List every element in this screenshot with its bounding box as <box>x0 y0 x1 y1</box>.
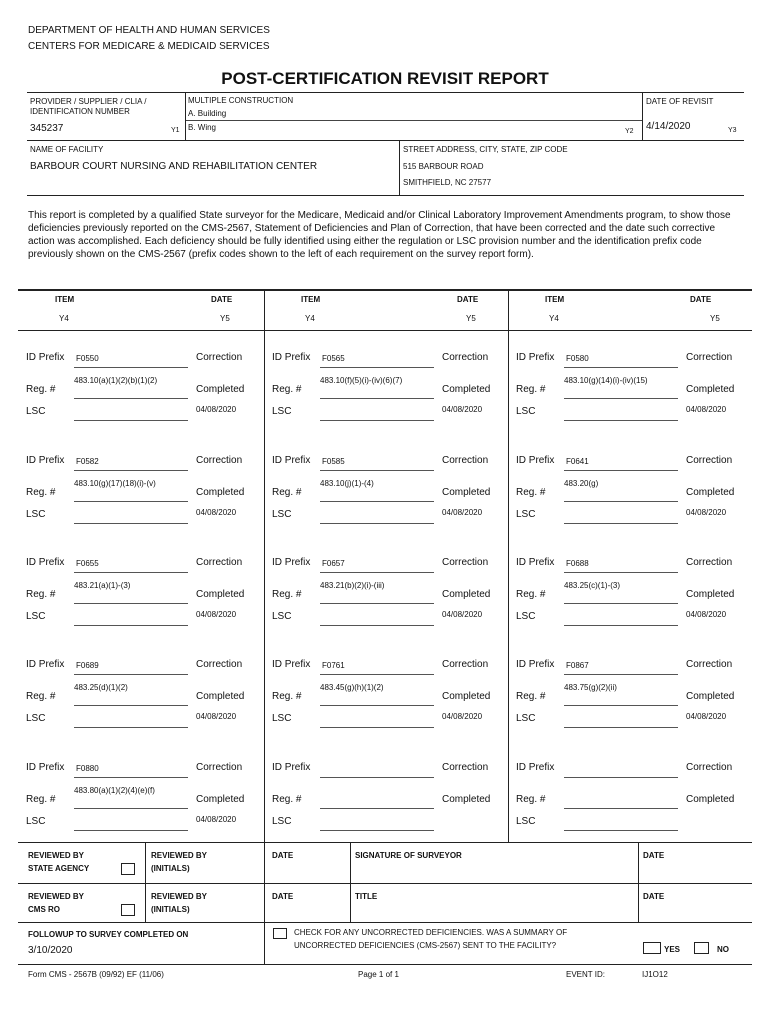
item-cell <box>18 346 262 426</box>
column-y4-code: Y4 <box>305 314 315 323</box>
lsc-line <box>74 523 188 524</box>
lsc-label: LSC <box>272 509 292 520</box>
column-item-header: ITEM <box>55 295 75 304</box>
correction-label: Correction <box>442 557 489 568</box>
form-number: Form CMS - 2567B (09/92) EF (11/06) <box>28 970 164 979</box>
column-y5-code: Y5 <box>466 314 476 323</box>
date-label-4: DATE <box>643 892 665 901</box>
reg-number-line <box>320 501 434 502</box>
reg-number-value[interactable]: 483.10(g)(14)(i)-(iv)(15) <box>564 376 648 385</box>
reg-number-line <box>74 501 188 502</box>
lsc-line <box>564 523 678 524</box>
column-y4-code: Y4 <box>59 314 69 323</box>
id-prefix-line <box>564 777 678 778</box>
lsc-label: LSC <box>516 406 536 417</box>
lsc-line <box>320 830 434 831</box>
page-number: Page 1 of 1 <box>358 970 399 979</box>
item-cell <box>18 653 262 733</box>
reg-number-label: Reg. # <box>26 794 56 805</box>
reg-number-line <box>74 398 188 399</box>
correction-label: Correction <box>196 352 243 363</box>
lsc-label: LSC <box>272 816 292 827</box>
id-prefix-value[interactable]: F0582 <box>76 457 99 466</box>
item-cell <box>508 449 752 529</box>
reg-number-label: Reg. # <box>516 487 546 498</box>
no-label: NO <box>717 945 729 954</box>
id-prefix-line <box>74 470 188 471</box>
reg-number-line <box>320 808 434 809</box>
lsc-line <box>320 727 434 728</box>
completed-date[interactable]: 04/08/2020 <box>442 405 483 414</box>
id-prefix-line <box>564 367 678 368</box>
id-prefix-line <box>564 470 678 471</box>
initials-label: (INITIALS) <box>151 864 190 873</box>
address-street: 515 BARBOUR ROAD <box>403 162 484 171</box>
completed-label: Completed <box>196 589 245 600</box>
date-label-3: DATE <box>272 892 294 901</box>
lsc-label: LSC <box>272 713 292 724</box>
lsc-line <box>320 523 434 524</box>
wing-label: B. Wing <box>188 123 217 132</box>
uncorrected-text-2: UNCORRECTED DEFICIENCIES (CMS-2567) SENT TO THE FACILITY? <box>294 941 557 950</box>
id-prefix-line <box>320 674 434 675</box>
id-prefix-label: ID Prefix <box>26 762 65 773</box>
completed-label: Completed <box>686 589 735 600</box>
id-prefix-line <box>320 367 434 368</box>
id-prefix-value[interactable]: F0657 <box>322 559 345 568</box>
lsc-label: LSC <box>516 713 536 724</box>
reg-number-label: Reg. # <box>26 589 56 600</box>
reviewed-by-label-2: REVIEWED BY <box>28 892 85 901</box>
correction-label: Correction <box>442 352 489 363</box>
reg-number-label: Reg. # <box>516 589 546 600</box>
lsc-label: LSC <box>26 406 46 417</box>
reg-number-value[interactable]: 483.20(g) <box>564 479 599 488</box>
reg-number-label: Reg. # <box>516 384 546 395</box>
completed-date[interactable]: 04/08/2020 <box>686 712 727 721</box>
lsc-label: LSC <box>272 611 292 622</box>
id-prefix-label: ID Prefix <box>26 352 65 363</box>
building-label: A. Building <box>188 109 227 118</box>
completed-date[interactable]: 04/08/2020 <box>196 712 237 721</box>
initials-label-2: (INITIALS) <box>151 905 190 914</box>
reg-number-label: Reg. # <box>272 384 302 395</box>
reg-number-line <box>564 501 678 502</box>
reg-number-value[interactable]: 483.21(b)(2)(i)-(iii) <box>320 581 385 590</box>
department-name: DEPARTMENT OF HEALTH AND HUMAN SERVICES <box>28 25 270 36</box>
correction-label: Correction <box>442 762 489 773</box>
column-y5-code: Y5 <box>710 314 720 323</box>
uncorrected-text-1: CHECK FOR ANY UNCORRECTED DEFICIENCIES. WAS A SUMMARY OF <box>294 928 568 937</box>
reg-number-value[interactable]: 483.10(g)(17)(18)(i)-(v) <box>74 479 156 488</box>
completed-label: Completed <box>196 487 245 498</box>
correction-label: Correction <box>686 557 733 568</box>
uncorrected-checkbox[interactable] <box>273 928 287 939</box>
id-prefix-value[interactable]: F0880 <box>76 764 99 773</box>
column-y5-code: Y5 <box>220 314 230 323</box>
address-label: STREET ADDRESS, CITY, STATE, ZIP CODE <box>403 145 568 154</box>
completed-date[interactable]: 04/08/2020 <box>686 405 727 414</box>
item-cell <box>18 551 262 631</box>
no-checkbox[interactable] <box>694 942 709 954</box>
id-prefix-label: ID Prefix <box>272 659 311 670</box>
agency-name: CENTERS FOR MEDICARE & MEDICAID SERVICES <box>28 41 270 52</box>
id-prefix-value[interactable]: F0655 <box>76 559 99 568</box>
id-prefix-label: ID Prefix <box>516 557 555 568</box>
lsc-line <box>74 625 188 626</box>
lsc-label: LSC <box>272 406 292 417</box>
reg-number-label: Reg. # <box>516 794 546 805</box>
id-prefix-value[interactable]: F0867 <box>566 661 589 670</box>
reg-number-value[interactable]: 483.10(f)(5)(i)-(iv)(6)(7) <box>320 376 403 385</box>
reg-number-line <box>564 705 678 706</box>
column-date-header: DATE <box>457 295 479 304</box>
reg-number-label: Reg. # <box>272 487 302 498</box>
provider-number: 345237 <box>30 123 64 134</box>
reg-number-value[interactable]: 483.25(d)(1)(2) <box>74 683 128 692</box>
id-prefix-value[interactable]: F0689 <box>76 661 99 670</box>
id-prefix-value[interactable]: F0565 <box>322 354 345 363</box>
correction-label: Correction <box>196 557 243 568</box>
completed-date[interactable]: 04/08/2020 <box>442 712 483 721</box>
item-cell <box>264 653 508 733</box>
date-of-revisit-label: DATE OF REVISIT <box>646 97 714 106</box>
reg-number-line <box>564 398 678 399</box>
id-prefix-value[interactable]: F0580 <box>566 354 589 363</box>
lsc-line <box>564 830 678 831</box>
id-prefix-value[interactable]: F0641 <box>566 457 589 466</box>
id-prefix-line <box>564 674 678 675</box>
lsc-line <box>564 625 678 626</box>
facility-name-label: NAME OF FACILITY <box>30 145 104 154</box>
reviewed-by-initials-label-2: REVIEWED BY <box>151 892 208 901</box>
multiple-construction-label: MULTIPLE CONSTRUCTION <box>188 96 294 105</box>
lsc-line <box>74 830 188 831</box>
address-city: SMITHFIELD, NC 27577 <box>403 178 492 187</box>
cms-ro-label: CMS RO <box>28 905 60 914</box>
item-cell <box>264 449 508 529</box>
id-prefix-line <box>74 572 188 573</box>
completed-label: Completed <box>196 384 245 395</box>
completed-date[interactable]: 04/08/2020 <box>196 508 237 517</box>
column-y4-code: Y4 <box>549 314 559 323</box>
reg-number-line <box>74 705 188 706</box>
reg-number-label: Reg. # <box>26 691 56 702</box>
facility-name: BARBOUR COURT NURSING AND REHABILITATION CENTER <box>30 161 318 172</box>
state-agency-checkbox[interactable] <box>121 863 135 875</box>
lsc-label: LSC <box>26 509 46 520</box>
completed-label: Completed <box>686 691 735 702</box>
provider-label: PROVIDER / SUPPLIER / CLIA / <box>30 97 147 106</box>
reg-number-label: Reg. # <box>272 794 302 805</box>
id-prefix-line <box>320 572 434 573</box>
followup-label: FOLLOWUP TO SURVEY COMPLETED ON <box>28 930 189 939</box>
completed-date[interactable]: 04/08/2020 <box>196 405 237 414</box>
id-prefix-value[interactable]: F0585 <box>322 457 345 466</box>
lsc-label: LSC <box>516 509 536 520</box>
completed-date[interactable]: 04/08/2020 <box>196 815 237 824</box>
signature-label: SIGNATURE OF SURVEYOR <box>355 851 462 860</box>
reg-number-line <box>320 398 434 399</box>
completed-label: Completed <box>196 794 245 805</box>
id-prefix-label: ID Prefix <box>516 659 555 670</box>
column-item-header: ITEM <box>545 295 565 304</box>
correction-label: Correction <box>196 659 243 670</box>
correction-label: Correction <box>442 455 489 466</box>
correction-label: Correction <box>686 762 733 773</box>
completed-label: Completed <box>442 691 491 702</box>
date-label-2: DATE <box>643 851 665 860</box>
id-prefix-label: ID Prefix <box>272 557 311 568</box>
lsc-label: LSC <box>26 713 46 724</box>
completed-date[interactable]: 04/08/2020 <box>686 610 727 619</box>
event-id-value: IJ1O12 <box>642 970 668 979</box>
completed-label: Completed <box>442 487 491 498</box>
lsc-line <box>564 420 678 421</box>
followup-date: 3/10/2020 <box>28 945 73 956</box>
reg-number-label: Reg. # <box>26 487 56 498</box>
reg-number-line <box>320 705 434 706</box>
page-title: POST-CERTIFICATION REVISIT REPORT <box>221 69 549 88</box>
reg-number-value[interactable]: 483.25(c)(1)-(3) <box>564 581 621 590</box>
completed-label: Completed <box>442 794 491 805</box>
reviewed-by-label: REVIEWED BY <box>28 851 85 860</box>
reg-number-line <box>564 808 678 809</box>
completed-label: Completed <box>686 487 735 498</box>
lsc-line <box>74 420 188 421</box>
item-cell <box>264 346 508 426</box>
item-cell <box>18 756 262 836</box>
y3-code: Y3 <box>728 127 737 134</box>
state-agency-label: STATE AGENCY <box>28 864 90 873</box>
id-prefix-value[interactable]: F0761 <box>322 661 345 670</box>
column-date-header: DATE <box>211 295 233 304</box>
reg-number-value[interactable]: 483.80(a)(1)(2)(4)(e)(f) <box>74 786 155 795</box>
item-cell <box>264 756 508 836</box>
id-prefix-label: ID Prefix <box>272 762 311 773</box>
reg-number-label: Reg. # <box>516 691 546 702</box>
instructions-paragraph: This report is completed by a qualified State surveyor for the Medicare, Medicaid and/or Clinical Laboratory Improvement Amendments program, to show those deficiencies previously reported on the CMS-2567, Statement of Deficiencies and Plan of Correction, that have been corrected and the date such corrective action was accomplished. Each deficiency should be fully identified using either the regulation or LSC provision number and the identification prefix code previously shown on the CMS-2567 (prefix codes shown to the left of each requirement on the survey report form). <box>28 210 731 260</box>
completed-date[interactable]: 04/08/2020 <box>442 508 483 517</box>
id-prefix-label: ID Prefix <box>272 352 311 363</box>
completed-label: Completed <box>686 794 735 805</box>
id-prefix-line <box>74 367 188 368</box>
correction-label: Correction <box>442 659 489 670</box>
id-prefix-label: ID Prefix <box>516 762 555 773</box>
correction-label: Correction <box>686 659 733 670</box>
id-prefix-value[interactable]: F0550 <box>76 354 99 363</box>
event-id-label: EVENT ID: <box>566 970 605 979</box>
completed-label: Completed <box>442 589 491 600</box>
cms-ro-checkbox[interactable] <box>121 904 135 916</box>
item-cell <box>508 551 752 631</box>
id-prefix-label: ID Prefix <box>272 455 311 466</box>
lsc-line <box>74 727 188 728</box>
reg-number-value[interactable]: 483.75(g)(2)(ii) <box>564 683 617 692</box>
reg-number-line <box>564 603 678 604</box>
id-prefix-label: ID Prefix <box>26 659 65 670</box>
item-cell <box>18 449 262 529</box>
item-cell <box>264 551 508 631</box>
id-prefix-value[interactable]: F0688 <box>566 559 589 568</box>
lsc-label: LSC <box>516 816 536 827</box>
completed-date[interactable]: 04/08/2020 <box>686 508 727 517</box>
reg-number-value[interactable]: 483.10(a)(1)(2)(b)(1)(2) <box>74 376 158 385</box>
y1-code: Y1 <box>171 127 180 134</box>
correction-label: Correction <box>196 762 243 773</box>
lsc-line <box>320 420 434 421</box>
completed-label: Completed <box>196 691 245 702</box>
yes-label: YES <box>664 945 681 954</box>
reg-number-value[interactable]: 483.21(a)(1)-(3) <box>74 581 131 590</box>
correction-label: Correction <box>686 352 733 363</box>
completed-date[interactable]: 04/08/2020 <box>442 610 483 619</box>
completed-label: Completed <box>686 384 735 395</box>
reg-number-value[interactable]: 483.10(j)(1)-(4) <box>320 479 374 488</box>
lsc-line <box>320 625 434 626</box>
title-label: TITLE <box>355 892 378 901</box>
reg-number-label: Reg. # <box>26 384 56 395</box>
reg-number-label: Reg. # <box>272 691 302 702</box>
item-cell <box>508 346 752 426</box>
id-prefix-line <box>320 470 434 471</box>
column-item-header: ITEM <box>301 295 321 304</box>
completed-date[interactable]: 04/08/2020 <box>196 610 237 619</box>
reg-number-value[interactable]: 483.45(g)(h)(1)(2) <box>320 683 384 692</box>
id-prefix-line <box>320 777 434 778</box>
id-prefix-label: ID Prefix <box>516 455 555 466</box>
column-date-header: DATE <box>690 295 712 304</box>
date-of-revisit-value: 4/14/2020 <box>646 121 691 132</box>
reg-number-line <box>320 603 434 604</box>
id-prefix-label: ID Prefix <box>26 455 65 466</box>
lsc-label: LSC <box>26 816 46 827</box>
provider-label-2: IDENTIFICATION NUMBER <box>30 107 130 116</box>
reviewed-by-initials-label: REVIEWED BY <box>151 851 208 860</box>
item-cell <box>508 756 752 836</box>
id-prefix-line <box>564 572 678 573</box>
lsc-line <box>564 727 678 728</box>
correction-label: Correction <box>196 455 243 466</box>
lsc-label: LSC <box>26 611 46 622</box>
correction-label: Correction <box>686 455 733 466</box>
reg-number-line <box>74 603 188 604</box>
id-prefix-line <box>74 777 188 778</box>
id-prefix-label: ID Prefix <box>516 352 555 363</box>
reg-number-label: Reg. # <box>272 589 302 600</box>
item-cell <box>508 653 752 733</box>
completed-label: Completed <box>442 384 491 395</box>
yes-checkbox[interactable] <box>643 942 661 954</box>
reg-number-line <box>74 808 188 809</box>
date-label: DATE <box>272 851 294 860</box>
y2-code: Y2 <box>625 128 634 135</box>
id-prefix-label: ID Prefix <box>26 557 65 568</box>
id-prefix-line <box>74 674 188 675</box>
lsc-label: LSC <box>516 611 536 622</box>
